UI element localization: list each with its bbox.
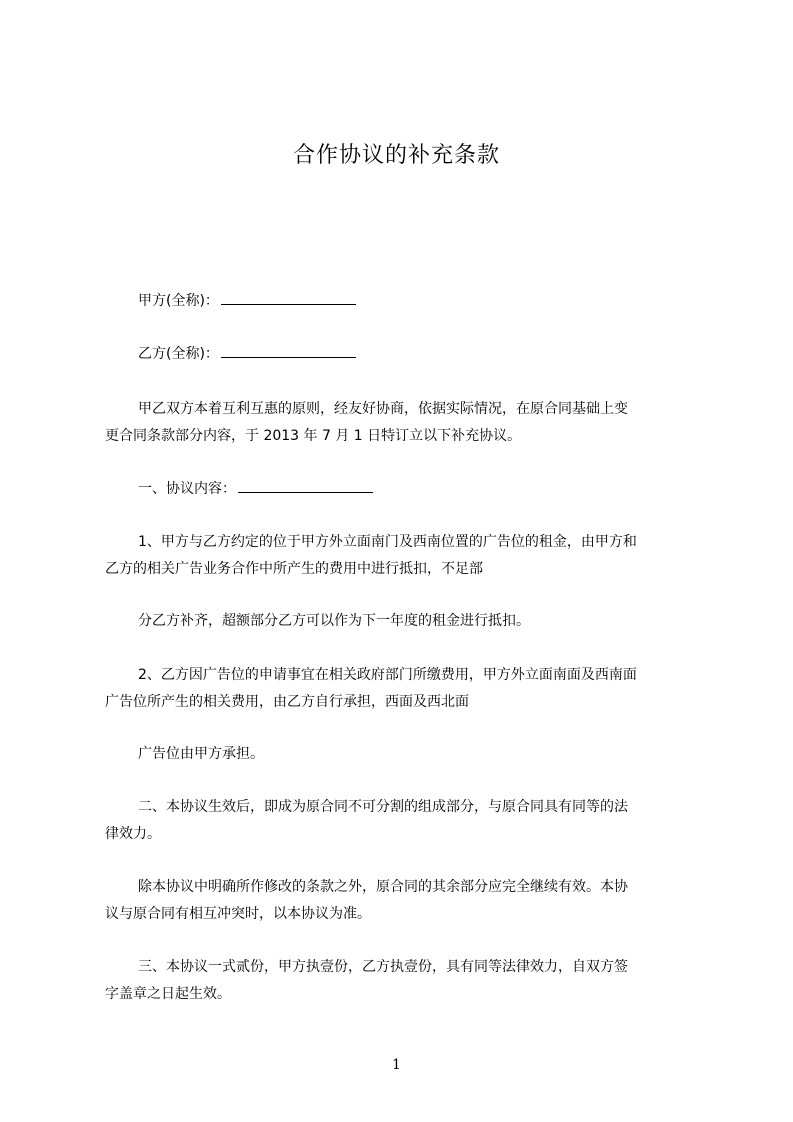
clause2-line-1: 2、乙方因广告位的申请事宜在相关政府部门所缴费用，甲方外立面南面及西南面 <box>138 667 637 683</box>
party-b-line <box>138 345 356 363</box>
intro-line-1: 甲乙双方本着互利互惠的原则，经友好协商，依据实际情况，在原合同基础上变 <box>138 401 628 417</box>
section2-extra-line-2: 议与原合同有相互冲突时，以本协议为准。 <box>105 906 371 922</box>
party-b-label: 乙方(全称)： <box>138 346 219 362</box>
clause2-line-3: 广告位由甲方承担。 <box>138 746 264 762</box>
section2-line-2: 律效力。 <box>105 826 161 842</box>
party-a-label: 甲方(全称)： <box>138 293 219 309</box>
section1-heading-line <box>138 480 373 498</box>
section3-line-2: 字盖章之日起生效。 <box>105 986 231 1002</box>
section1-blank <box>238 480 373 493</box>
page-number: 1 <box>392 1057 401 1073</box>
clause1-line-1: 1、甲方与乙方约定的位于甲方外立面南门及西南位置的广告位的租金，由甲方和 <box>138 534 637 550</box>
clause1-line-2: 乙方的相关广告业务合作中所产生的费用中进行抵扣，不足部 <box>105 561 483 577</box>
party-a-blank <box>221 292 356 305</box>
section1-heading: 一、协议内容： <box>138 481 236 497</box>
document-title: 合作协议的补充条款 <box>292 143 500 168</box>
clause2-line-2: 广告位所产生的相关费用，由乙方自行承担，西面及西北面 <box>105 694 469 710</box>
section3-line-1: 三、本协议一式贰份，甲方执壹份，乙方执壹份，具有同等法律效力，自双方签 <box>138 959 628 975</box>
clause1-line-3: 分乙方补齐，超额部分乙方可以作为下一年度的租金进行抵扣。 <box>138 613 530 629</box>
party-b-blank <box>221 345 356 358</box>
intro-line-2: 更合同条款部分内容，于 2013 年 7 月 1 日特订立以下补充协议。 <box>105 428 522 444</box>
section2-line-1: 二、本协议生效后，即成为原合同不可分割的组成部分，与原合同具有同等的法 <box>138 799 628 815</box>
party-a-line <box>138 292 356 310</box>
section2-extra-line-1: 除本协议中明确所作修改的条款之外，原合同的其余部分应完全继续有效。本协 <box>138 879 628 895</box>
